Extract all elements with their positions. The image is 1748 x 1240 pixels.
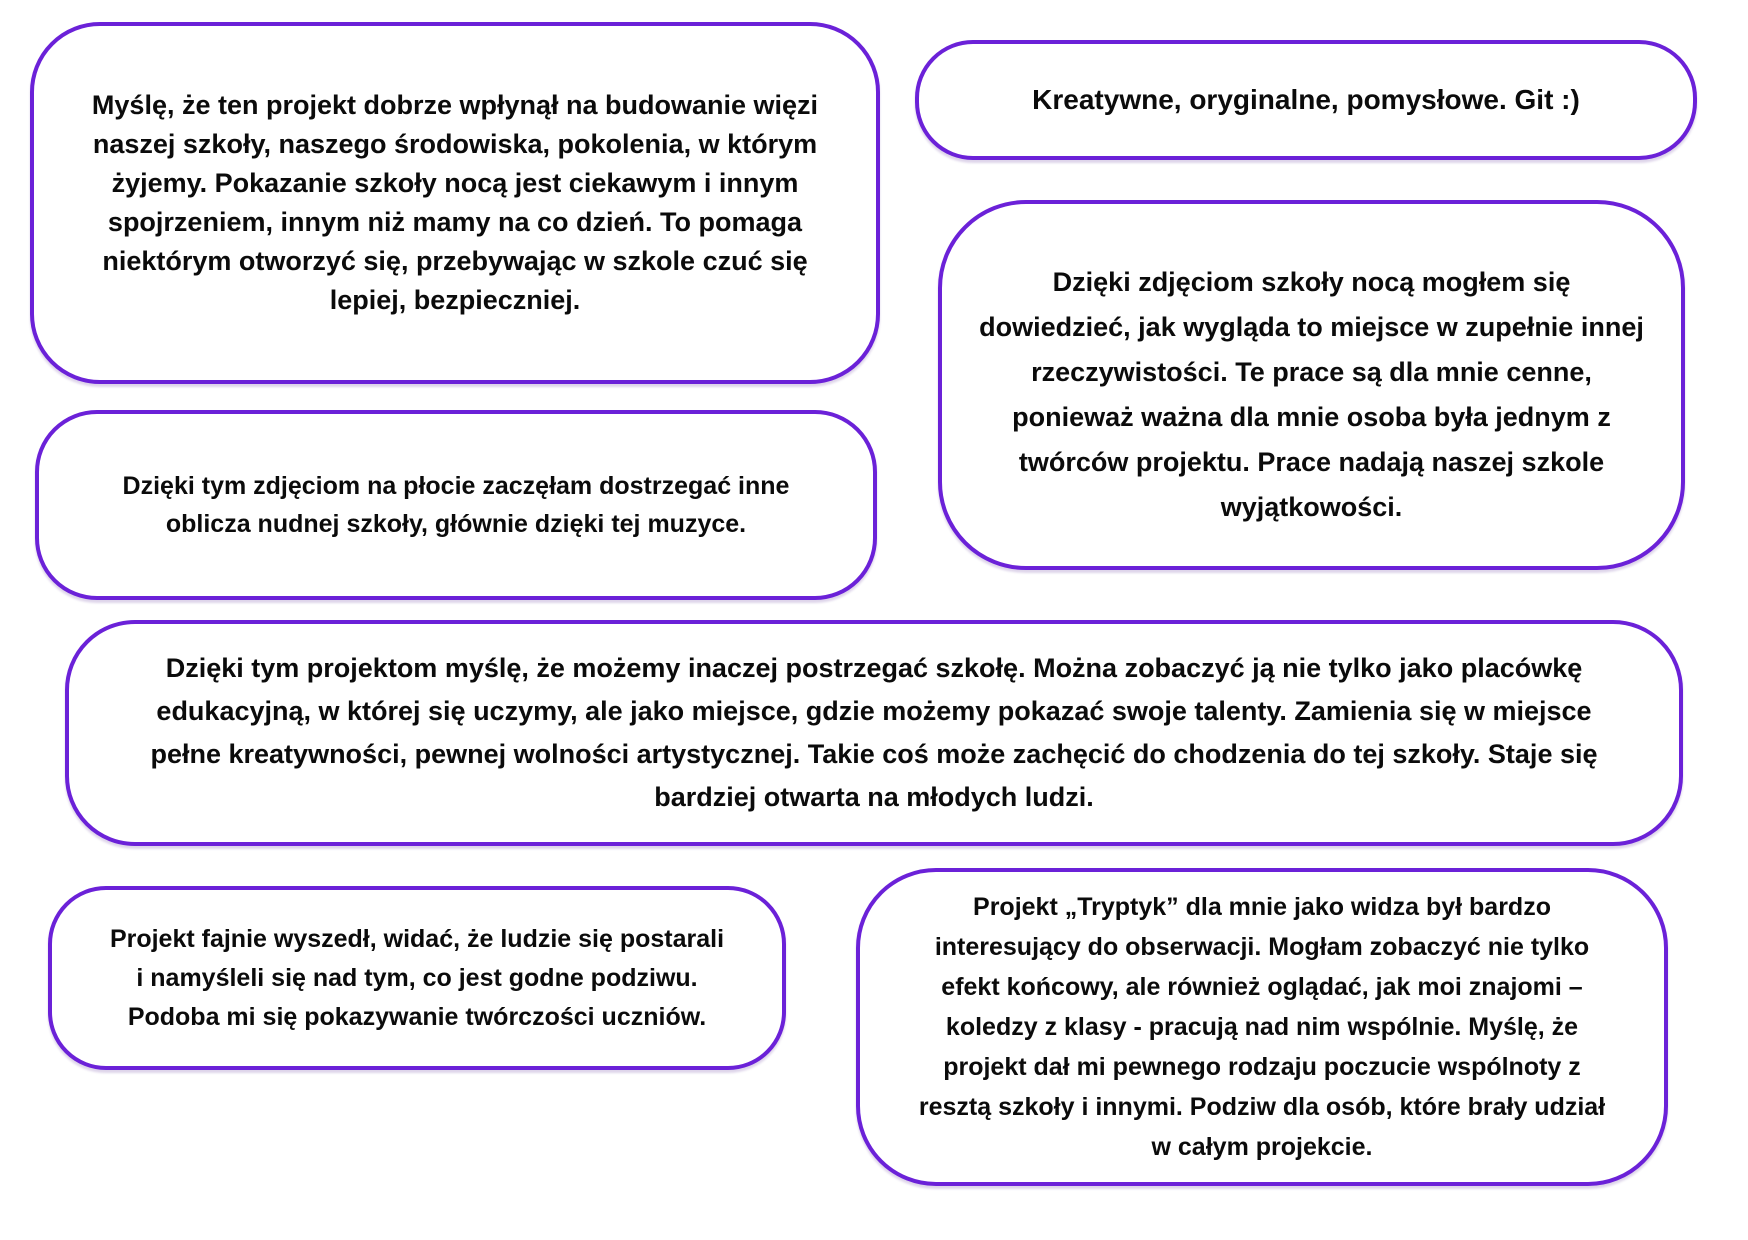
quote-text-line: żyjemy. Pokazanie szkoły nocą jest ciekawym i innym <box>111 168 799 198</box>
quote-text-line: Kreatywne, oryginalne, pomysłowe. Git :) <box>1032 84 1580 115</box>
quote-text-line: spojrzeniem, innym niż mamy na co dzień. To pomaga <box>107 207 803 237</box>
quote-text-line: dowiedzieć, jak wygląda to miejsce w zupełnie innej <box>979 312 1644 342</box>
quote-bubble-2 <box>915 40 1697 160</box>
quote-text-line: oblicza nudnej szkoły, głównie dzięki tej muzyce. <box>165 510 747 538</box>
quote-text-line: rzeczywistości. Te prace są dla mnie cenne, <box>1031 357 1592 387</box>
quote-text-line: projekt dał mi pewnego rodzaju poczucie wspólnoty z <box>943 1053 1581 1081</box>
quote-text-line: Projekt „Tryptyk” dla mnie jako widza był bardzo <box>973 893 1551 921</box>
quote-text-line: wyjątkowości. <box>1220 492 1403 522</box>
quote-text-line: i namyśleli się nad tym, co jest godne podziwu. <box>136 963 698 992</box>
quote-bubble-5 <box>65 620 1683 846</box>
quote-text-line: niektórym otworzyć się, przebywając w szkole czuć się <box>102 246 808 276</box>
quote-bubble-6 <box>48 886 786 1070</box>
quote-bubble-4 <box>35 410 877 600</box>
quote-text-line: naszej szkoły, naszego środowiska, pokolenia, w którym <box>92 129 818 159</box>
quote-text-line: twórców projektu. Prace nadają naszej szkole <box>1018 447 1605 477</box>
quote-text-line: w całym projekcie. <box>1151 1133 1373 1161</box>
quote-text-line: Dzięki tym projektom myślę, że możemy inaczej postrzegać szkołę. Można zobaczyć ją nie tylko jako placówkę <box>165 653 1583 683</box>
quote-text-line: lepiej, bezpieczniej. <box>329 285 581 315</box>
quote-text-line: Dzięki tym zdjęciom na płocie zaczęłam dostrzegać inne <box>122 472 790 500</box>
quote-bubble-1 <box>30 22 880 384</box>
quote-text-line: Myślę, że ten projekt dobrze wpłynął na budowanie więzi <box>91 90 819 120</box>
quote-bubble-3 <box>938 200 1685 570</box>
quote-text-line: edukacyjną, w której się uczymy, ale jako miejsce, gdzie możemy pokazać swoje talenty. Zamienia się w miejsce <box>156 696 1592 726</box>
quote-text-line: koledzy z klasy - pracują nad nim wspólnie. Myślę, że <box>945 1013 1579 1041</box>
quote-text-line: ponieważ ważna dla mnie osoba była jednym z <box>1012 402 1611 432</box>
quote-text-line: Projekt fajnie wyszedł, widać, że ludzie się postarali <box>109 924 725 953</box>
quote-text-line: interesujący do obserwacji. Mogłam zobaczyć nie tylko <box>934 933 1590 961</box>
quote-text-line: pełne kreatywności, pewnej wolności artystycznej. Takie coś może zachęcić do chodzenia do tej szkoły. Staje się <box>150 739 1598 769</box>
quote-text-line: resztą szkoły i innymi. Podziw dla osób, które brały udział <box>918 1093 1606 1121</box>
quote-text-line: efekt końcowy, ale również oglądać, jak moi znajomi – <box>941 973 1583 1001</box>
quote-text-line: Podoba mi się pokazywanie twórczości uczniów. <box>127 1002 707 1031</box>
quote-bubble-7 <box>856 868 1668 1186</box>
quote-text-line: bardziej otwarta na młodych ludzi. <box>654 782 1094 812</box>
quote-text-line: Dzięki zdjęciom szkoły nocą mogłem się <box>1052 267 1571 297</box>
